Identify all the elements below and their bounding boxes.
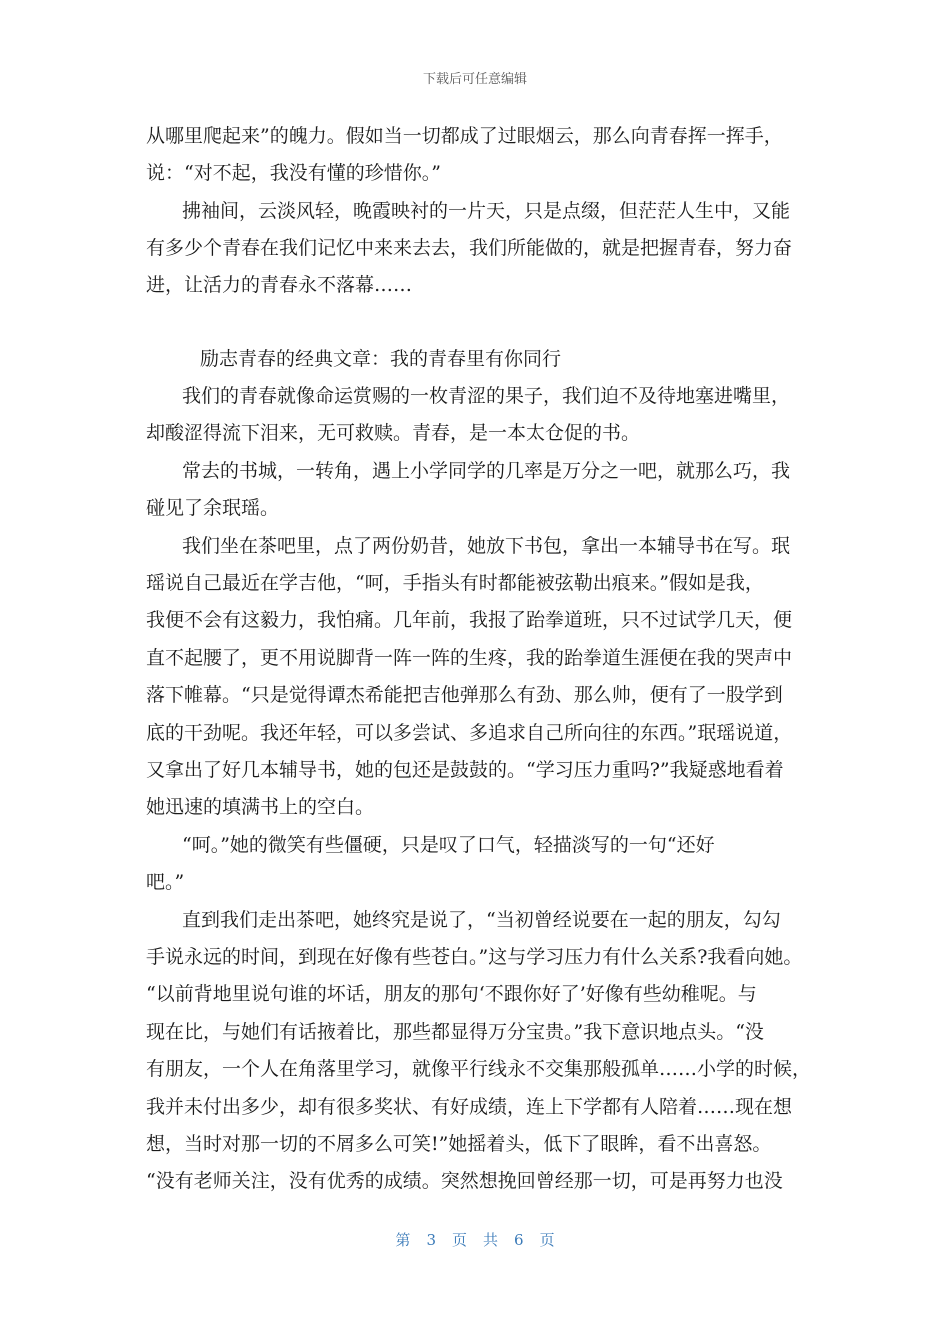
text-line: 我并未付出多少，却有很多奖状、有好成绩，连上下学都有人陪着……现在想 bbox=[146, 1096, 793, 1118]
text-line: 直到我们走出茶吧，她终究是说了，“当初曾经说要在一起的朋友，勾勾 bbox=[182, 909, 781, 931]
footer-label: 页 bbox=[451, 1231, 467, 1249]
text-line: 却酸涩得流下泪来，无可救赎。青春，是一本太仓促的书。 bbox=[146, 422, 641, 444]
current-page-number: 3 bbox=[426, 1231, 436, 1249]
text-line: 我们坐在茶吧里，点了两份奶昔，她放下书包，拿出一本辅导书在写。珉 bbox=[182, 535, 791, 557]
text-line: 又拿出了好几本辅导书，她的包还是鼓鼓的。“学习压力重吗?”我疑惑地看着 bbox=[146, 759, 784, 781]
text-line: “呵。”她的微笑有些僵硬，只是叹了口气，轻描淡写的一句“还好 bbox=[182, 834, 715, 856]
footer-label: 页 bbox=[539, 1231, 555, 1249]
text-line: 瑶说自己最近在学吉他，“呵，手指头有时都能被弦勒出痕来。”假如是我， bbox=[146, 572, 764, 594]
page-footer bbox=[0, 1229, 950, 1250]
text-line: 底的干劲呢。我还年轻，可以多尝试、多追求自己所向往的东西。”珉瑶说道， bbox=[146, 722, 793, 744]
text-line: 碰见了余珉瑶。 bbox=[146, 497, 280, 519]
text-line: 想，当时对那一切的不屑多么可笑!”她摇着头，低下了眼眸，看不出喜怒。 bbox=[146, 1133, 772, 1155]
text-line: 有多少个青春在我们记忆中来来去去，我们所能做的，就是把握青春，努力奋 bbox=[146, 237, 793, 259]
text-line: 从哪里爬起来”的魄力。假如当一切都成了过眼烟云，那么向青春挥一挥手， bbox=[146, 125, 783, 147]
text-line: 直不起腰了，更不用说脚背一阵一阵的生疼，我的跆拳道生涯便在我的哭声中 bbox=[146, 647, 793, 669]
text-line: “以前背地里说句谁的坏话，朋友的那句‘不跟你好了’好像有些幼稚呢。与 bbox=[146, 983, 757, 1005]
footer-label: 第 bbox=[395, 1231, 411, 1249]
text-line: “没有老师关注，没有优秀的成绩。突然想挽回曾经那一切，可是再努力也没 bbox=[146, 1170, 783, 1192]
text-line: 说：“对不起，我没有懂的珍惜你。” bbox=[146, 162, 441, 184]
total-page-count: 6 bbox=[514, 1231, 524, 1249]
text-line: 现在比，与她们有话掖着比，那些都显得万分宝贵。”我下意识地点头。“没 bbox=[146, 1021, 764, 1043]
text-line: 我们的青春就像命运赏赐的一枚青涩的果子，我们迫不及待地塞进嘴里， bbox=[182, 385, 791, 407]
text-line: 我便不会有这毅力，我怕痛。几年前，我报了跆拳道班，只不过试学几天，便 bbox=[146, 609, 793, 631]
article-title: 励志青春的经典文章：我的青春里有你同行 bbox=[200, 348, 562, 370]
text-line: 她迅速的填满书上的空白。 bbox=[146, 796, 375, 818]
page-header: 下载后可任意编辑 bbox=[422, 72, 527, 87]
footer-label: 共 bbox=[483, 1231, 499, 1249]
text-line: 常去的书城，一转角，遇上小学同学的几率是万分之一吧，就那么巧，我 bbox=[182, 460, 791, 482]
text-line: 吧。” bbox=[146, 871, 185, 893]
text-line: 落下帷幕。“只是觉得谭杰希能把吉他弹那么有劲、那么帅，便有了一股学到 bbox=[146, 684, 783, 706]
text-line: 拂袖间，云淡风轻，晚霞映衬的一片天，只是点缀，但茫茫人生中，又能 bbox=[182, 200, 791, 222]
text-line: 进，让活力的青春永不落幕…… bbox=[146, 274, 413, 296]
text-line: 手说永远的时间，到现在好像有些苍白。”这与学习压力有什么关系?我看向她。 bbox=[146, 946, 803, 968]
text-line: 有朋友，一个人在角落里学习，就像平行线永不交集那般孤单……小学的时候， bbox=[146, 1058, 812, 1080]
